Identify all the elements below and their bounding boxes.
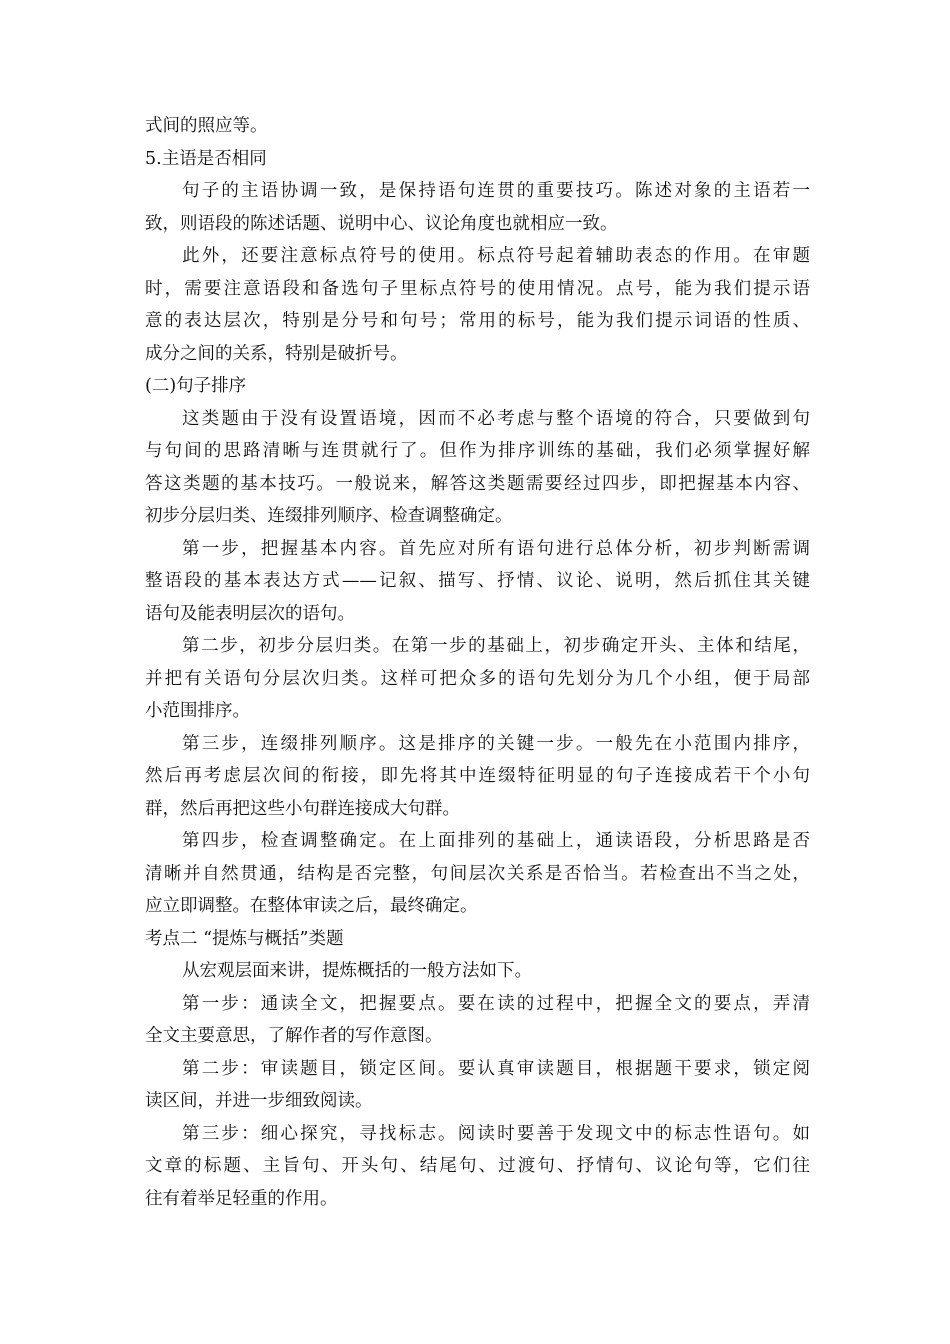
paragraph-line: 清晰并自然贯通，结构是否完整，句间层次关系是否恰当。若检查出不当之处， xyxy=(145,863,810,884)
paragraph-line: 这类题由于没有设置语境，因而不必考虑与整个语境的符合，只要做到句 xyxy=(182,408,810,429)
paragraph xyxy=(145,403,810,533)
paragraph-line: 第三步：细心探究，寻找标志。阅读时要善于发现文中的标志性语句。如 xyxy=(182,1123,810,1144)
section-heading xyxy=(145,370,810,403)
paragraph-line: 初步分层归类、连缀排列顺序、检查调整确定。 xyxy=(145,506,513,526)
paragraph-line: 语句及能表明层次的语句。 xyxy=(145,603,355,624)
paragraph xyxy=(145,533,810,631)
paragraph-line: 第四步，检查调整确定。在上面排列的基础上，通读语段，分析思路是否 xyxy=(182,831,810,851)
paragraph xyxy=(145,988,810,1053)
paragraph xyxy=(145,1118,810,1216)
heading-text: 5.主语是否相同 xyxy=(145,148,267,169)
paragraph-line: 式间的照应等。 xyxy=(145,116,268,136)
paragraph-line: 整语段的基本表达方式——记叙、描写、抒情、议论、说明，然后抓住其关键 xyxy=(145,571,810,591)
paragraph-line: 小范围排序。 xyxy=(145,701,250,721)
paragraph xyxy=(145,240,810,370)
paragraph-line: 致，则语段的陈述话题、说明中心、议论角度也就相应一致。 xyxy=(145,213,618,234)
paragraph-line: 成分之间的关系，特别是破折号。 xyxy=(145,343,408,364)
paragraph-line: 意的表达层次，特别是分号和句号；常用的标号，能为我们提示词语的性质、 xyxy=(145,311,810,331)
paragraph-line: 全文主要意思，了解作者的写作意图。 xyxy=(145,1026,443,1046)
paragraph xyxy=(145,175,810,240)
paragraph-line: 第一步，把握基本内容。首先应对所有语句进行总体分析，初步判断需调 xyxy=(182,538,810,559)
paragraph-line: 第三步，连缀排列顺序。这是排序的关键一步。一般先在小范围内排序， xyxy=(182,733,810,754)
paragraph-line: 此外，还要注意标点符号的使用。标点符号起着辅助表态的作用。在审题 xyxy=(182,246,810,266)
paragraph-line: 文章的标题、主旨句、开头句、结尾句、过渡句、抒情句、议论句等，它们往 xyxy=(145,1156,810,1176)
paragraph-line: 时，需要注意语段和备选句子里标点符号的使用情况。点号，能为我们提示语 xyxy=(145,278,810,299)
paragraph xyxy=(145,630,810,728)
paragraph-line: 第一步：通读全文，把握要点。要在读的过程中，把握全文的要点，弄清 xyxy=(182,993,810,1014)
paragraph-line: 往有着举足轻重的作用。 xyxy=(145,1188,338,1209)
heading-text: 考点二 “提炼与概括”类题 xyxy=(145,928,344,949)
paragraph-line: 第二步：审读题目，锁定区间。要认真审读题目，根据题干要求，锁定阅 xyxy=(182,1058,810,1079)
paragraph xyxy=(145,728,810,826)
paragraph-line: 第二步，初步分层归类。在第一步的基础上，初步确定开头、主体和结尾， xyxy=(182,636,810,656)
paragraph-line: 答这类题的基本技巧。一般说来，解答这类题需要经过四步，即把握基本内容、 xyxy=(145,473,810,494)
paragraph xyxy=(145,1053,810,1118)
section-heading xyxy=(145,923,810,956)
section-heading xyxy=(145,143,810,176)
paragraph-line: 从宏观层面来讲，提炼概括的一般方法如下。 xyxy=(182,961,532,981)
paragraph-line: 应立即调整。在整体审读之后，最终确定。 xyxy=(145,896,478,916)
paragraph-line: 然后再考虑层次间的衔接，即先将其中连缀特征明显的句子连接成若干个小句 xyxy=(145,766,810,786)
heading-text: (二)句子排序 xyxy=(145,376,247,396)
paragraph-line: 与句间的思路清晰与连贯就行了。但作为排序训练的基础，我们必须掌握好解 xyxy=(145,441,810,461)
document-page xyxy=(145,110,810,1215)
paragraph xyxy=(145,110,810,143)
paragraph-line: 读区间，并进一步细致阅读。 xyxy=(145,1091,373,1111)
paragraph-line: 句子的主语协调一致，是保持语句连贯的重要技巧。陈述对象的主语若一 xyxy=(182,181,810,201)
paragraph xyxy=(145,955,810,988)
paragraph xyxy=(145,825,810,923)
paragraph-line: 并把有关语句分层次归类。这样可把众多的语句先划分为几个小组，便于局部 xyxy=(145,668,810,689)
paragraph-line: 群，然后再把这些小句群连接成大句群。 xyxy=(145,798,460,819)
